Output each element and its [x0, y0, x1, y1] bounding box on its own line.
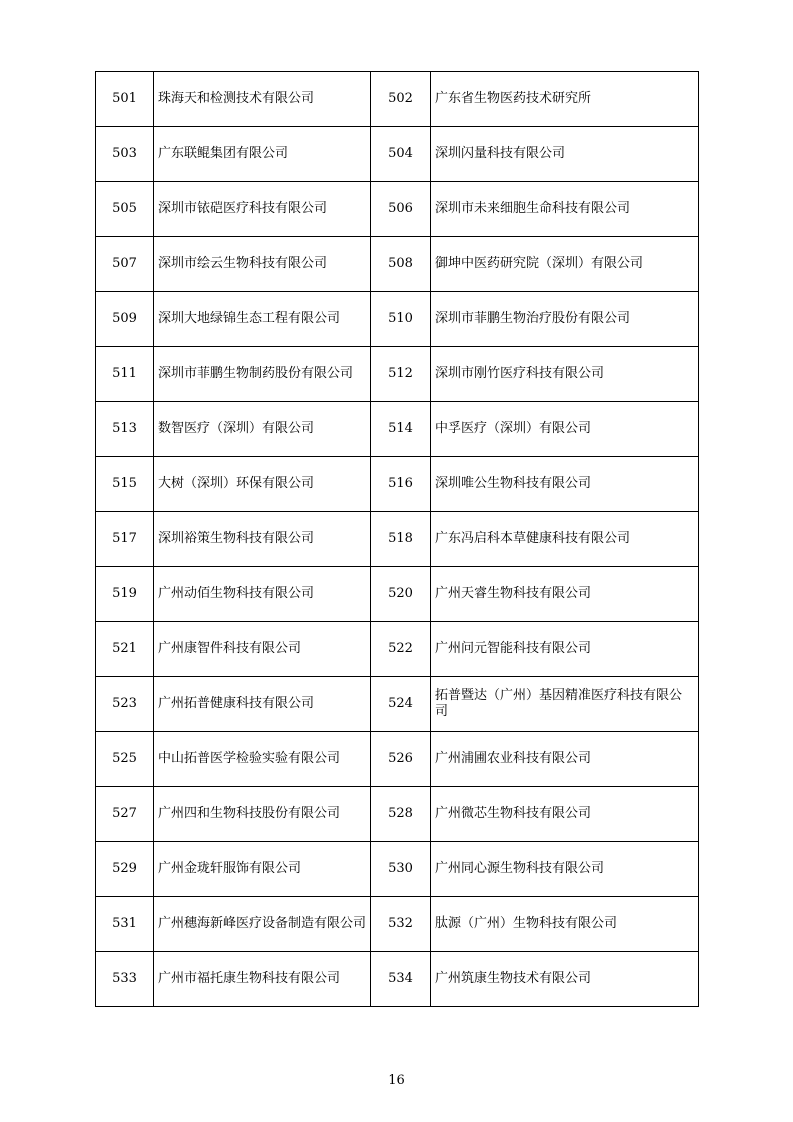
left-number-cell: 507: [96, 237, 154, 292]
right-number-cell: 506: [371, 182, 431, 237]
left-company-name-cell: 数智医疗（深圳）有限公司: [154, 402, 371, 457]
table-body: [96, 72, 699, 1007]
right-company-name-cell: 广东冯启科本草健康科技有限公司: [431, 512, 699, 567]
left-company-name-cell: 大树（深圳）环保有限公司: [154, 457, 371, 512]
right-number-cell: 516: [371, 457, 431, 512]
right-company-name-cell: 深圳闪量科技有限公司: [431, 127, 699, 182]
right-number-cell: 520: [371, 567, 431, 622]
left-company-name-cell: 深圳裕策生物科技有限公司: [154, 512, 371, 567]
right-number-cell: 508: [371, 237, 431, 292]
left-number-cell: 511: [96, 347, 154, 402]
table-row: [96, 347, 699, 402]
left-company-name-cell: 广州金珑轩服饰有限公司: [154, 842, 371, 897]
table-row: [96, 897, 699, 952]
right-company-name-cell: 广东省生物医药技术研究所: [431, 72, 699, 127]
right-company-name-cell: 深圳市刚竹医疗科技有限公司: [431, 347, 699, 402]
left-number-cell: 517: [96, 512, 154, 567]
right-number-cell: 504: [371, 127, 431, 182]
table-row: [96, 72, 699, 127]
right-company-name-cell: 肽源（广州）生物科技有限公司: [431, 897, 699, 952]
right-company-name-cell: 广州浦圃农业科技有限公司: [431, 732, 699, 787]
right-number-cell: 510: [371, 292, 431, 347]
table-row: [96, 622, 699, 677]
left-company-name-cell: 广州市福托康生物科技有限公司: [154, 952, 371, 1007]
left-company-name-cell: 深圳市绘云生物科技有限公司: [154, 237, 371, 292]
left-company-name-cell: 深圳市铱硙医疗科技有限公司: [154, 182, 371, 237]
left-number-cell: 523: [96, 677, 154, 732]
table-row: [96, 237, 699, 292]
left-number-cell: 531: [96, 897, 154, 952]
left-number-cell: 515: [96, 457, 154, 512]
table-row: [96, 512, 699, 567]
table-row: [96, 402, 699, 457]
left-number-cell: 505: [96, 182, 154, 237]
table-row: [96, 842, 699, 897]
left-number-cell: 501: [96, 72, 154, 127]
right-number-cell: 522: [371, 622, 431, 677]
left-number-cell: 521: [96, 622, 154, 677]
right-company-name-cell: 深圳唯公生物科技有限公司: [431, 457, 699, 512]
left-number-cell: 509: [96, 292, 154, 347]
table-row: [96, 677, 699, 732]
table-row: [96, 732, 699, 787]
left-number-cell: 527: [96, 787, 154, 842]
table-row: [96, 457, 699, 512]
right-number-cell: 532: [371, 897, 431, 952]
left-number-cell: 533: [96, 952, 154, 1007]
table-row: [96, 292, 699, 347]
left-number-cell: 503: [96, 127, 154, 182]
table-row: [96, 952, 699, 1007]
right-number-cell: 528: [371, 787, 431, 842]
right-number-cell: 526: [371, 732, 431, 787]
left-number-cell: 519: [96, 567, 154, 622]
right-company-name-cell: 广州问元智能科技有限公司: [431, 622, 699, 677]
right-number-cell: 534: [371, 952, 431, 1007]
right-number-cell: 514: [371, 402, 431, 457]
table-row: [96, 127, 699, 182]
right-company-name-cell: 中孚医疗（深圳）有限公司: [431, 402, 699, 457]
right-number-cell: 518: [371, 512, 431, 567]
left-company-name-cell: 深圳大地绿锦生态工程有限公司: [154, 292, 371, 347]
table-row: [96, 567, 699, 622]
right-company-name-cell: 广州天睿生物科技有限公司: [431, 567, 699, 622]
left-company-name-cell: 广州康智件科技有限公司: [154, 622, 371, 677]
left-company-name-cell: 中山拓普医学检验实验有限公司: [154, 732, 371, 787]
left-company-name-cell: 广州穗海新峰医疗设备制造有限公司: [154, 897, 371, 952]
left-company-name-cell: 珠海天和检测技术有限公司: [154, 72, 371, 127]
left-company-name-cell: 广州动佰生物科技有限公司: [154, 567, 371, 622]
left-company-name-cell: 广东联鲲集团有限公司: [154, 127, 371, 182]
table-row: [96, 182, 699, 237]
left-company-name-cell: 广州四和生物科技股份有限公司: [154, 787, 371, 842]
left-company-name-cell: 广州拓普健康科技有限公司: [154, 677, 371, 732]
right-number-cell: 524: [371, 677, 431, 732]
page-number: 16: [388, 1073, 405, 1088]
right-company-name-cell: 御坤中医药研究院（深圳）有限公司: [431, 237, 699, 292]
right-company-name-cell: 拓普暨达（广州）基因精准医疗科技有限公司: [431, 677, 699, 732]
right-number-cell: 512: [371, 347, 431, 402]
right-company-name-cell: 广州同心源生物科技有限公司: [431, 842, 699, 897]
company-list-table: [95, 71, 699, 1007]
table-row: [96, 787, 699, 842]
right-company-name-cell: 广州微芯生物科技有限公司: [431, 787, 699, 842]
right-number-cell: 530: [371, 842, 431, 897]
right-number-cell: 502: [371, 72, 431, 127]
right-company-name-cell: 广州筑康生物技术有限公司: [431, 952, 699, 1007]
right-company-name-cell: 深圳市菲鹏生物治疗股份有限公司: [431, 292, 699, 347]
left-number-cell: 529: [96, 842, 154, 897]
left-number-cell: 513: [96, 402, 154, 457]
right-company-name-cell: 深圳市未来细胞生命科技有限公司: [431, 182, 699, 237]
left-company-name-cell: 深圳市菲鹏生物制药股份有限公司: [154, 347, 371, 402]
left-number-cell: 525: [96, 732, 154, 787]
